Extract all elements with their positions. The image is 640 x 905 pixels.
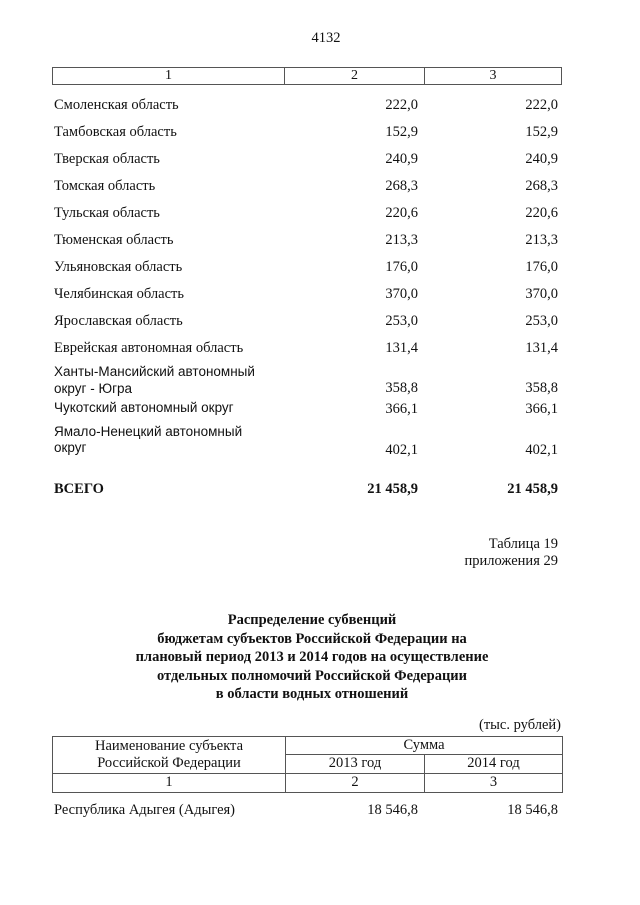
header-num-3: 3 [489,774,498,790]
value-2013: 18 546,8 [367,802,418,818]
value-2013: 152,9 [385,124,418,140]
value-2013: 240,9 [385,151,418,167]
header-year-2014: 2014 год [467,755,520,771]
region-name-line2: округ - Югра [54,381,133,396]
total-2013: 21 458,9 [367,481,418,497]
value-2013: 358,8 [385,380,418,396]
value-2014: 240,9 [525,151,558,167]
total-label: ВСЕГО [54,481,104,497]
value-2013: 370,0 [385,286,418,302]
region-name-line1: Ханты-Мансийский автономный [54,364,255,379]
header-sum: Сумма [403,737,445,753]
region-name: Еврейская автономная область [54,340,244,356]
value-2014: 370,0 [525,286,558,302]
region-name: Смоленская область [54,97,179,113]
region-name: Тульская область [54,205,160,221]
value-2014: 358,8 [525,380,558,396]
region-name-line2: округ [54,440,87,455]
region-name-line1: Ямало-Ненецкий автономный [54,424,243,439]
value-2013: 366,1 [385,401,418,417]
region-name: Тверская область [54,151,160,167]
table-title [0,611,624,704]
column-number-header [52,67,562,85]
value-2013: 220,6 [385,205,418,221]
page-number: 4132 [311,30,341,46]
value-2013: 268,3 [385,178,418,194]
region-name: Томская область [54,178,156,194]
value-2014: 18 546,8 [507,802,558,818]
value-2014: 402,1 [525,442,558,458]
column-number-3: 3 [489,68,497,83]
header-subject-line1: Наименование субъекта [94,738,244,754]
column-number-1: 1 [53,68,285,84]
table-caption-appendix: приложения 29 [464,553,558,569]
title-line: отдельных полномочий Российской Федерации [156,667,468,684]
value-2014: 222,0 [525,97,558,113]
total-2014: 21 458,9 [507,481,558,497]
region-name: Тамбовская область [54,124,177,140]
title-line: Распределение субвенций [227,612,397,628]
title-line: бюджетам субъектов Российской Федерации на [157,630,467,647]
table19-header [52,736,563,793]
value-2013: 213,3 [385,232,418,248]
value-2014: 213,3 [525,232,558,248]
region-name: Республика Адыгея (Адыгея) [54,802,236,818]
header-num-2: 2 [351,774,359,790]
title-line: плановый период 2013 и 2014 годов на осуществление [135,649,489,666]
region-name: Чукотский автономный округ [54,400,234,415]
header-num-1: 1 [165,774,173,790]
value-2013: 131,4 [385,340,418,356]
value-2014: 268,3 [525,178,558,194]
value-2013: 253,0 [385,313,418,329]
value-2014: 253,0 [525,313,558,329]
title-line: в области водных отношений [215,686,409,703]
units-label: (тыс. рублей) [479,717,561,733]
region-name: Челябинская область [54,286,184,302]
header-year-2013: 2013 год [328,755,382,771]
value-2013: 402,1 [385,442,418,458]
value-2014: 366,1 [525,401,558,417]
table-caption-number: Таблица 19 [488,536,558,552]
region-name: Тюменская область [54,232,174,248]
header-subject-line2: Российской Федерации [97,755,241,771]
value-2014: 131,4 [525,340,558,356]
region-name: Ульяновская область [54,259,183,275]
value-2014: 176,0 [525,259,558,275]
value-2013: 222,0 [385,97,418,113]
column-number-2: 2 [285,68,425,84]
value-2013: 176,0 [385,259,418,275]
value-2014: 152,9 [525,124,558,140]
value-2014: 220,6 [525,205,558,221]
region-name: Ярославская область [54,313,183,329]
